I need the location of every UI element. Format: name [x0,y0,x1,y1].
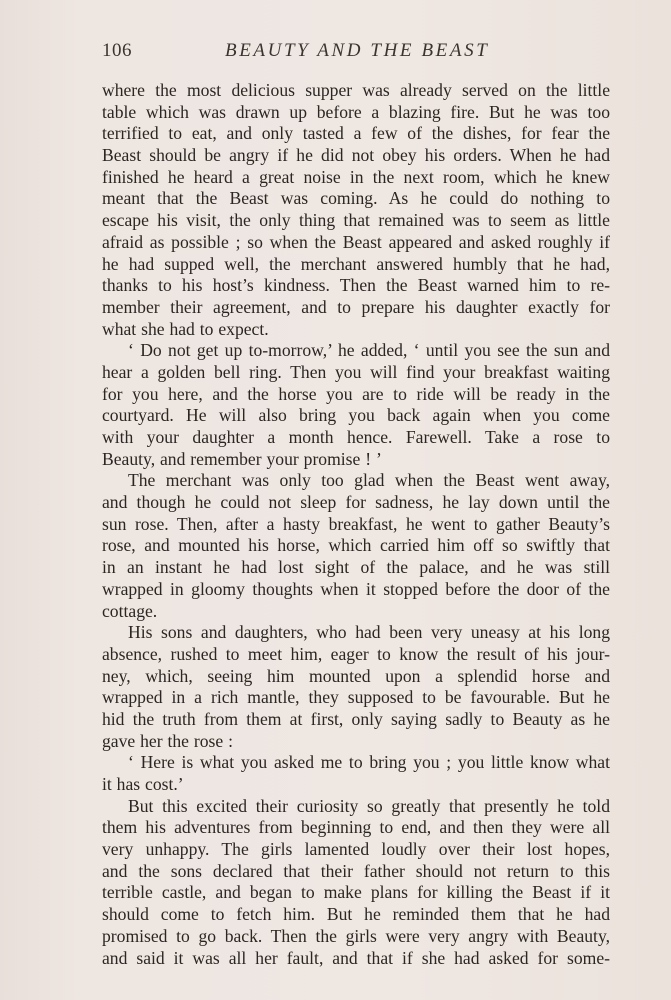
text-line: ‘ Do not get up to-morrow,’ he added, ‘ until you see the sun and [128,340,610,361]
text-line: sun rose. Then, after a hasty breakfast, he went to gather Beauty’s [102,513,610,534]
text-line: it has cost.’ [102,774,184,794]
text-line: Beast should be angry if he did not obey his orders. When he had [102,145,610,166]
text-line: where the most delicious supper was already served on the little [102,80,610,100]
text-line: and the sons declared that their father should not return to this [102,860,610,881]
text-line: finished he heard a great noise in the next room, which he knew [102,166,610,187]
text-line: meant that the Beast was coming. As he could do nothing to [102,188,610,209]
text-line: with your daughter a month hence. Farewell. Take a rose to [102,427,610,447]
text-line: thanks to his host’s kindness. Then the Beast warned him to re- [102,275,610,296]
page-header [102,40,612,70]
text-line: But this excited their curiosity so greatly that presently he told [128,795,610,816]
text-line: very unhappy. The girls lamented loudly over their lost hopes, [102,839,610,860]
text-line: them his adventures from beginning to end, and then they were all [102,817,610,838]
text-line: ‘ Here is what you asked me to bring you ; you little know what [128,752,610,773]
text-line: wrapped in a rich mantle, they supposed to be favourable. But he [102,687,610,708]
text-line: for you here, and the horse you are to ride will be ready in the [102,383,610,404]
text-line: gave her the rose : [102,730,233,751]
text-line: in an instant he had lost sight of the palace, and he was still [102,557,610,578]
text-line: hear a golden bell ring. Then you will find your breakfast waiting [102,361,610,382]
text-line: terrified to eat, and only tasted a few of the dishes, for fear the [102,123,610,144]
text-line: hid the truth from them at first, only saying sadly to Beauty as he [102,708,610,729]
text-line: absence, rushed to meet him, eager to know the result of his jour- [102,643,610,664]
text-line: member their agreement, and to prepare his daughter exactly for [102,296,610,317]
text-line: wrapped in gloomy thoughts when it stopped before the door of the [102,578,610,599]
text-line: and though he could not sleep for sadness, he lay down until the [102,492,610,513]
page-number: 106 [102,40,132,61]
text-line: he had supped well, the merchant answered humbly that he had, [102,253,610,274]
running-head: BEAUTY AND THE BEAST [225,40,490,61]
text-line: and said it was all her fault, and that if she had asked for some- [102,947,610,968]
text-line: His sons and daughters, who had been very uneasy at his long [128,622,610,643]
text-line: Beauty, and remember your promise ! ’ [102,448,382,469]
text-line: promised to go back. Then the girls were very angry with Beauty, [102,925,610,946]
text-line: cottage. [102,600,158,621]
text-line: escape his visit, the only thing that remained was to seem as little [102,210,610,231]
text-line: table which was drawn up before a blazing fire. But he was too [102,101,610,122]
body-text [102,80,610,969]
text-line: courtyard. He will also bring you back again when you come [102,405,610,426]
text-line: what she had to expect. [102,318,269,339]
text-line: should come to fetch him. But he reminded them that he had [102,904,610,925]
text-line: The merchant was only too glad when the Beast went away, [128,470,610,491]
text-line: ney, which, seeing him mounted upon a splendid horse and [102,665,610,686]
text-line: rose, and mounted his horse, which carried him off so swiftly that [102,535,610,556]
text-line: terrible castle, and began to make plans for killing the Beast if it [102,882,610,903]
text-line: afraid as possible ; so when the Beast appeared and asked roughly if [102,231,610,252]
